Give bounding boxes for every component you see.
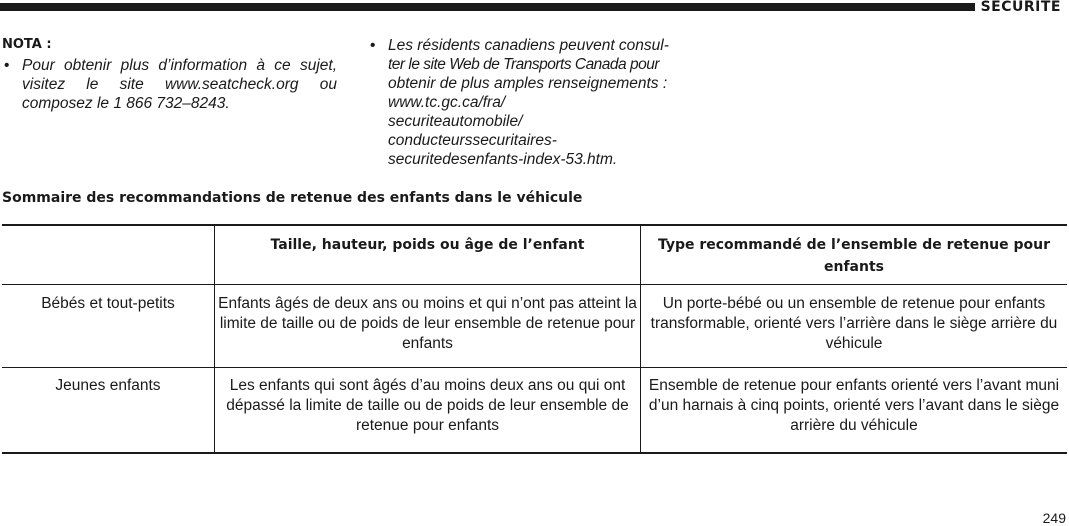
nota-bullets-right xyxy=(368,36,708,169)
table-row-divider xyxy=(2,284,1067,285)
header-rule xyxy=(0,3,975,11)
nota-label: NOTA : xyxy=(2,37,52,52)
bullet-line: ter le site Web de Transports Canada pour xyxy=(388,56,659,73)
list-item xyxy=(368,36,708,169)
bullet-line: www.tc.gc.ca/fra/ xyxy=(388,94,506,111)
bullet-line: Les résidents canadiens peuvent consul- xyxy=(388,37,669,54)
table-cell: Ensemble de retenue pour enfants orienté vers l’avant muni d’un harnais à cinq points, orienté vers l’avant dans le siège arrière du véhicule xyxy=(648,377,1060,434)
table-header-cell: Taille, hauteur, poids ou âge de l’enfant xyxy=(270,237,585,253)
section-title: Sommaire des recommandations de retenue des enfants dans le véhicule xyxy=(2,190,583,206)
bullet-text: Pour obtenir plus d’information à ce sujet, visitez le site www.seatcheck.org ou composez le 1 866 732–8243. xyxy=(22,57,337,112)
table-cell: Enfants âgés de deux ans ou moins et qui n’ont pas atteint la limite de taille ou de poids de leur ensemble de retenue pour enfants xyxy=(218,295,637,352)
table-cell: Un porte-bébé ou un ensemble de retenue pour enfants transformable, orienté vers l’arrière dans le siège arrière du véhicule xyxy=(650,295,1058,352)
table-bottom-rule xyxy=(2,452,1067,454)
bullet-line: conducteurssecuritaires- xyxy=(388,132,557,149)
table-cell: Jeunes enfants xyxy=(55,377,161,394)
table-top-rule xyxy=(2,224,1067,226)
page-number: 249 xyxy=(1042,510,1066,526)
table-cell: Les enfants qui sont âgés d’au moins deux ans ou qui ont dépassé la limite de taille ou de poids de leur ensemble de retenue pour enfants xyxy=(226,377,629,434)
table-header-cell: Type recommandé de l’ensemble de retenue pour enfants xyxy=(657,237,1051,275)
bullet-line: securiteautomobile/ xyxy=(388,113,523,130)
section-header: SÉCURITÉ xyxy=(980,0,1061,15)
bullet-line: obtenir de plus amples renseignements : xyxy=(388,75,668,92)
bullet-icon: • xyxy=(370,37,376,54)
bullet-icon: • xyxy=(4,57,10,74)
table-cell: Bébés et tout-petits xyxy=(41,295,175,312)
nota-bullets-left xyxy=(2,56,337,113)
table-row-divider xyxy=(2,367,1067,368)
list-item xyxy=(2,56,337,113)
bullet-line: securitedesenfants-index-53.htm. xyxy=(388,151,618,168)
